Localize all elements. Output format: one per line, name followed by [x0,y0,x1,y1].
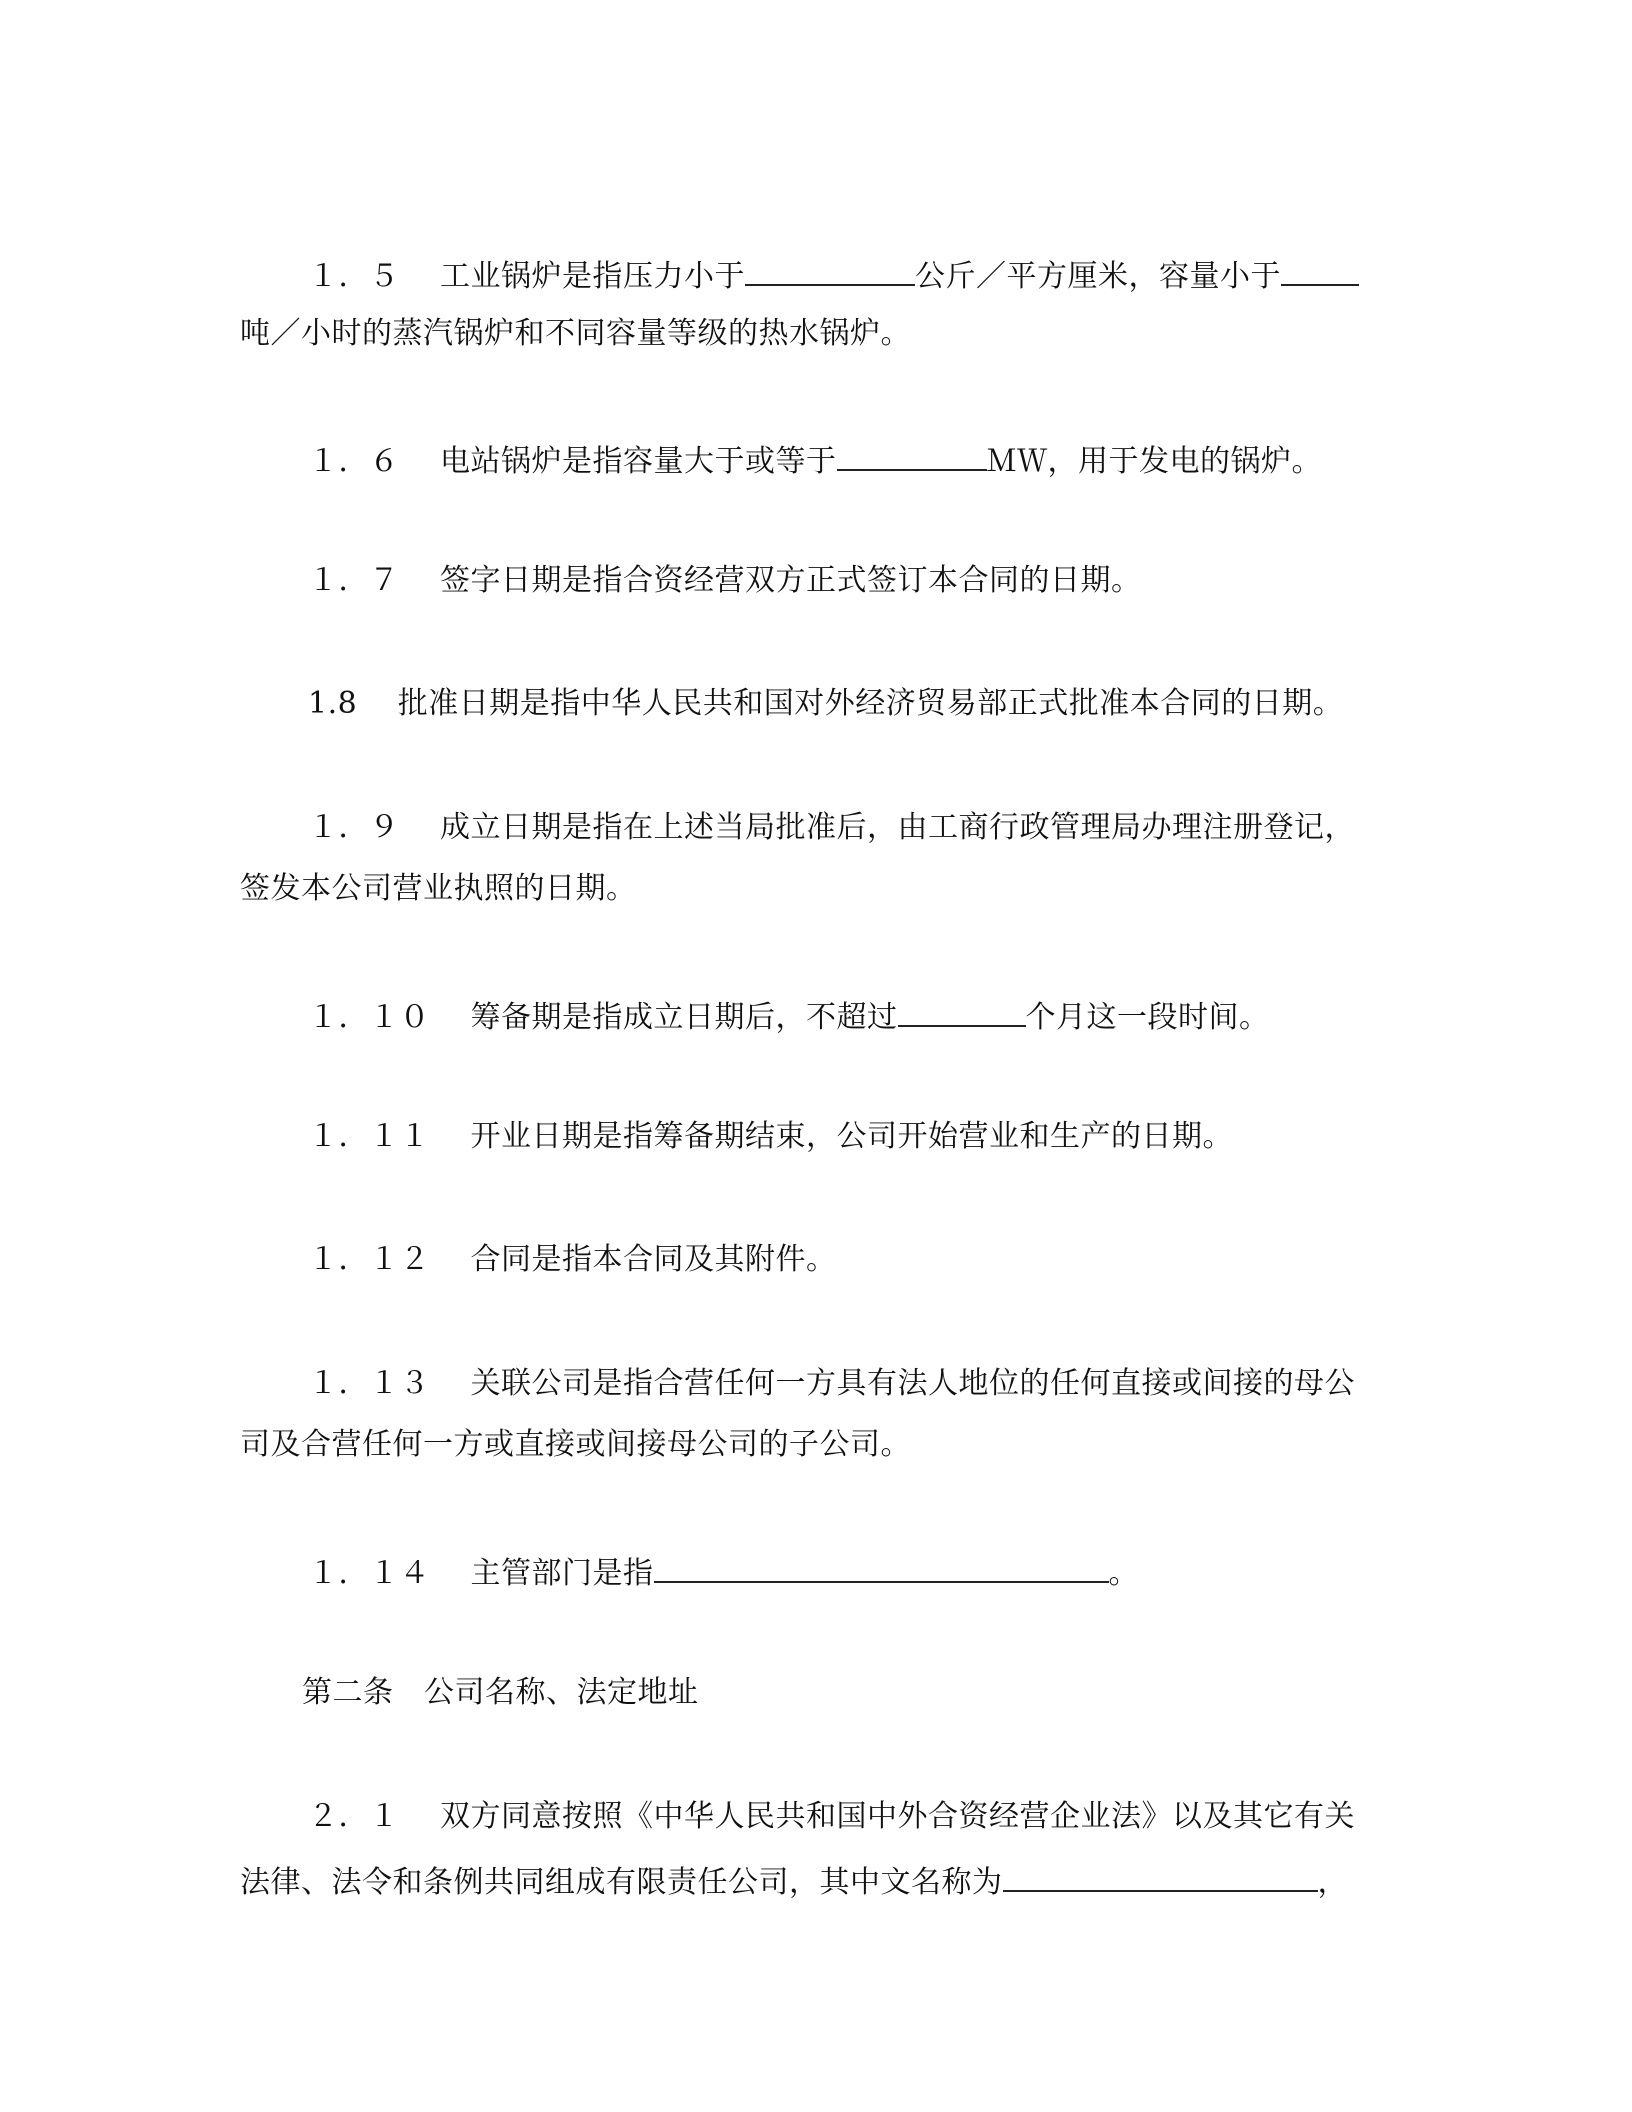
clause-2-1-line-2 [240,1858,1348,1903]
clause-number: １．６ [308,444,400,479]
clause-text: 合同是指本合同及其附件。 [470,1242,837,1277]
clause-text: 筹备期是指成立日期后，不超过 [470,1000,898,1035]
clause-text: 双方同意按照《中华人民共和国中外合资经营企业法》以及其它有关 [440,1799,1356,1834]
clause-1-13-line-2: 司及合营任何一方或直接或间接母公司的子公司。 [240,1427,911,1462]
clause-1-5-line-2: 吨／小时的蒸汽锅炉和不同容量等级的热水锅炉。 [240,316,911,351]
clause-text: 开业日期是指筹备期结束，公司开始营业和生产的日期。 [470,1119,1234,1154]
fill-blank [1003,1858,1318,1892]
fill-blank [745,252,915,286]
clause-number: １．１１ [308,1119,430,1154]
clause-text: 成立日期是指在上述当局批准后，由工商行政管理局办理注册登记， [440,810,1356,845]
clause-text: 公斤／平方厘米，容量小于 [915,259,1282,294]
clause-number: １．７ [308,563,400,598]
clause-1-10 [308,993,1270,1038]
clause-1-9-line-2: 签发本公司营业执照的日期。 [240,871,637,906]
clause-number: １．９ [308,810,400,845]
clause-1-14 [308,1549,1139,1594]
clause-number: ２．１ [308,1799,400,1834]
clause-text: 签字日期是指合资经营双方正式签订本合同的日期。 [440,563,1142,598]
clause-text: ， [1317,1865,1348,1900]
clause-1-11 [308,1117,1233,1157]
fill-blank [898,993,1026,1027]
clause-text: 法律、法令和条例共同组成有限责任公司，其中文名称为 [240,1865,1003,1900]
clause-text: 关联公司是指合营任何一方具有法人地位的任何直接或间接的母公 [470,1366,1356,1401]
clause-number: １．１３ [308,1366,430,1401]
clause-number: １．１２ [308,1242,430,1277]
clause-text: 批准日期是指中华人民共和国对外经济贸易部正式批准本合同的日期。 [397,686,1344,721]
clause-text: 工业锅炉是指压力小于 [440,259,746,294]
clause-text: 个月这一段时间。 [1025,1000,1270,1035]
clause-number: 1.8 [308,686,358,721]
clause-text: ＭＷ，用于发电的锅炉。 [986,444,1323,479]
article-2-heading: 第二条 公司名称、法定地址 [302,1675,699,1710]
clause-1-13-line-1 [308,1364,1355,1404]
fill-blank [837,437,987,471]
clause-1-9-line-1 [308,808,1355,848]
clause-number: １．５ [308,259,400,294]
clause-number: １．１４ [308,1556,430,1591]
clause-text: 电站锅炉是指容量大于或等于 [440,444,837,479]
clause-1-12 [308,1240,837,1280]
fill-blank [654,1549,1109,1583]
clause-1-8 [308,684,1343,724]
clause-2-1-line-1 [308,1797,1355,1837]
clause-text: 。 [1108,1556,1140,1591]
clause-text: 主管部门是指 [470,1556,654,1591]
clause-1-5-line-1 [308,252,1359,297]
clause-number: １．１０ [308,1000,430,1035]
clause-1-7 [308,561,1142,601]
clause-1-6 [308,437,1322,482]
fill-blank [1281,252,1359,286]
